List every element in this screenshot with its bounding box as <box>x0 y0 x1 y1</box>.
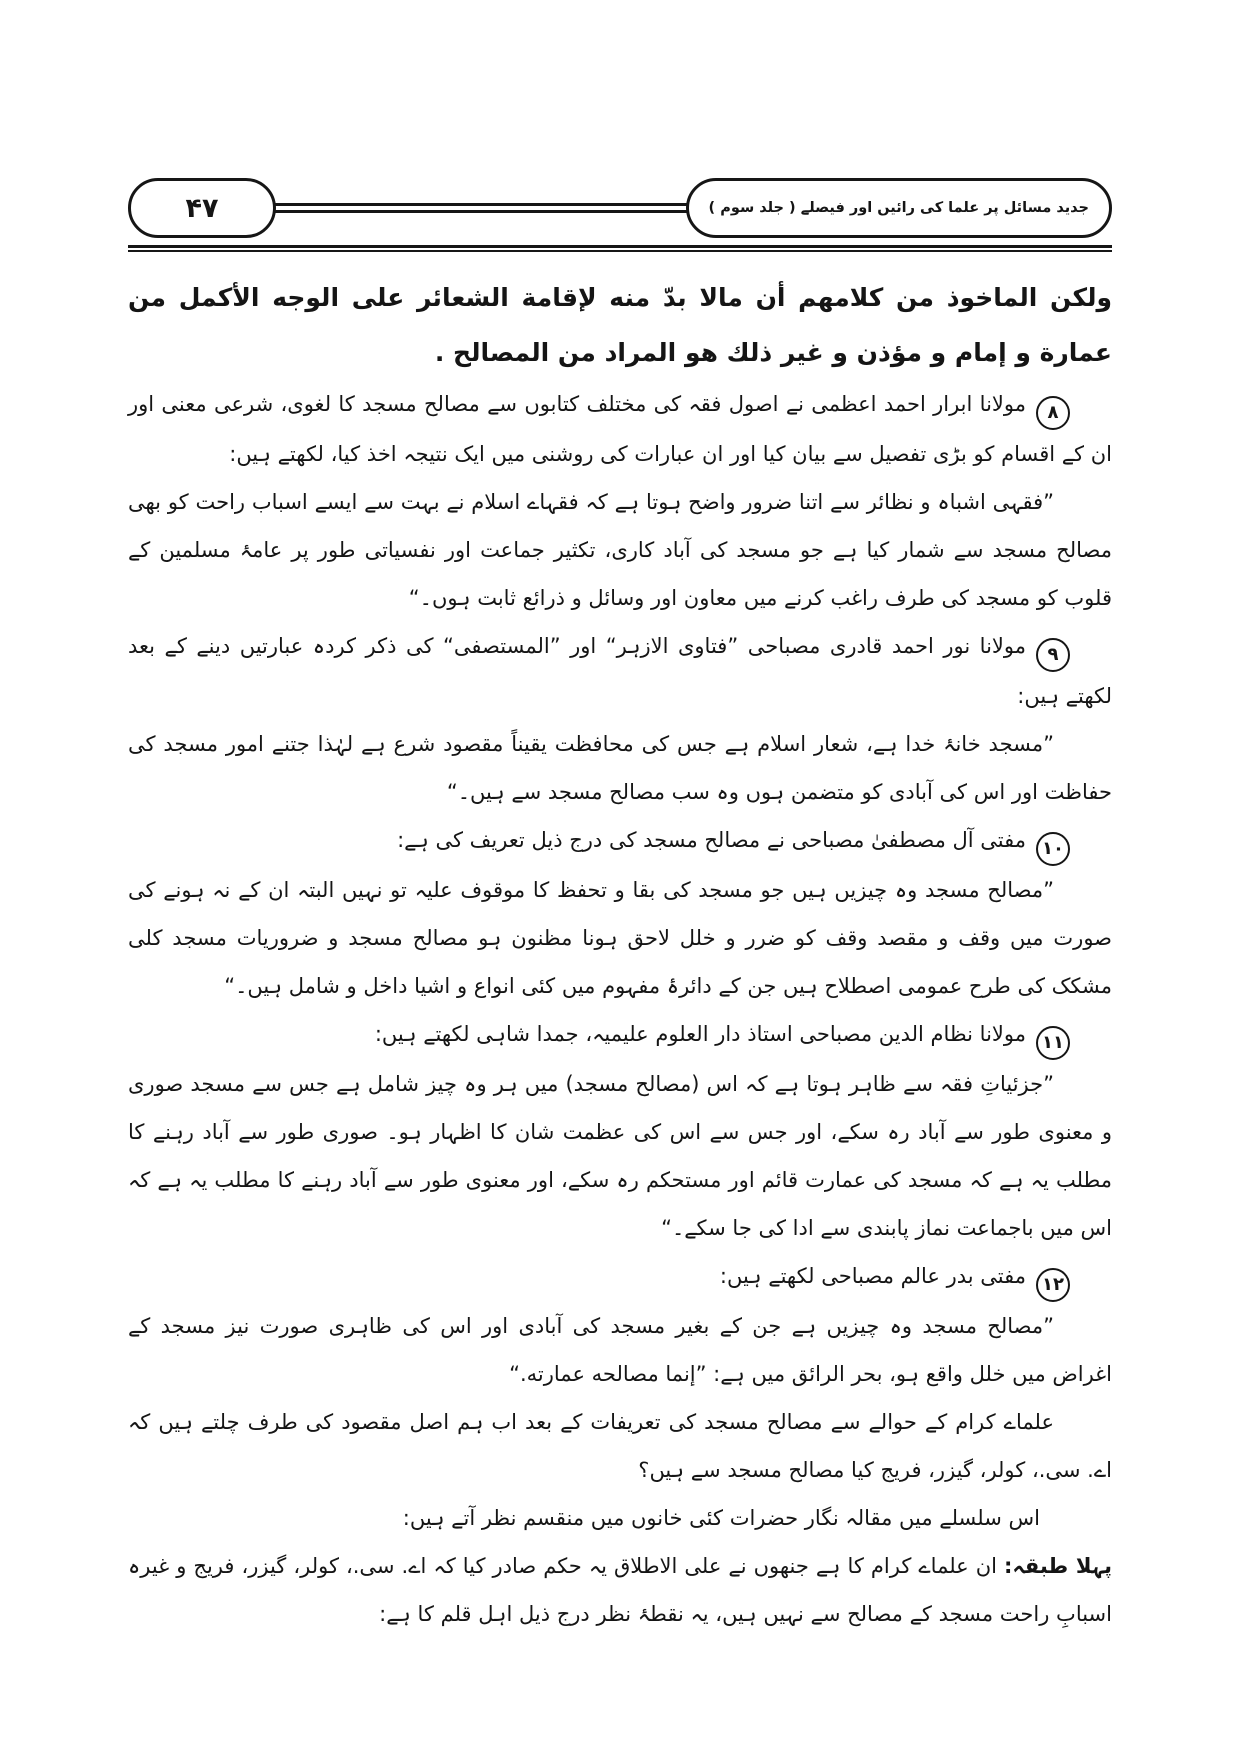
item-text: مفتی آل مصطفیٰ مصباحی نے مصالح مسجد کی درج ذیل تعریف کی ہے: <box>397 828 1026 852</box>
page-number: ۴۷ <box>185 192 219 224</box>
item-number-badge: ۱۱ <box>1036 1026 1070 1060</box>
quote-paragraph: ”مصالح مسجد وہ چیزیں ہیں جو مسجد کی بقا و تحفظ کا موقوف علیہ تو نہیں البتہ ان کے نہ ہونے کی صورت میں وقف و مقصد وقف کو ضرر و خلل لاحق ہونا مظنون ہو مصالح مسجد و ضروریات مسجد کلی مشکک کی طرح عمومی اصطلاح ہیں جن کے دائرۂ مفہوم میں کئی انواع و اشیا داخل و شامل ہیں۔“ <box>128 878 1112 998</box>
quote-paragraph: ”مسجد خانۂ خدا ہے، شعار اسلام ہے جس کی محافظت یقیناً مقصود شرع ہے لہٰذا جتنے امور مسجد کی حفاظت اور اس کی آبادی کو متضمن ہوں وہ سب مصالح مسجد سے ہیں۔“ <box>128 732 1112 804</box>
item-text: مولانا نظام الدین مصباحی استاذ دار العلوم علیمیہ، جمدا شاہی لکھتے ہیں: <box>374 1022 1026 1046</box>
group-heading: پہلا طبقہ: <box>1004 1554 1112 1578</box>
numbered-item-11 <box>128 1010 1112 1060</box>
quote-paragraph: ”مصالح مسجد وہ چیزیں ہے جن کے بغیر مسجد کی آبادی اور اس کی ظاہری صورت نیز مسجد کے اغراض میں خلل واقع ہو، بحر الرائق میں ہے: ”إنما مصالحه عمارته.“ <box>128 1314 1112 1386</box>
book-title: جدید مسائل پر علما کی رائیں اور فیصلے ( جلد سوم ) <box>708 200 1089 216</box>
body-paragraph: اس سلسلے میں مقالہ نگار حضرات کئی خانوں میں منقسم نظر آتے ہیں: <box>402 1506 1040 1530</box>
numbered-item-8 <box>128 380 1112 478</box>
first-group-paragraph <box>128 1542 1112 1638</box>
header-rule <box>268 203 694 213</box>
numbered-item-10 <box>128 816 1112 866</box>
item-number-badge: ۸ <box>1036 396 1070 430</box>
item-number-badge: ۱۲ <box>1036 1268 1070 1302</box>
quote-paragraph: ”فقہی اشباہ و نظائر سے اتنا ضرور واضح ہوتا ہے کہ فقہاے اسلام نے بہت سے ایسے اسباب راحت کو بھی مصالح مسجد سے شمار کیا ہے جو مسجد کی آباد کاری، تکثیر جماعت اور نفسیاتی طور پر عامۂ مسلمین کے قلوب کو مسجد کی طرف راغب کرنے میں معاون اور وسائل و ذرائع ثابت ہوں۔“ <box>128 490 1112 610</box>
group-text: ان علماے کرام کا ہے جنھوں نے علی الاطلاق یہ حکم صادر کیا کہ اے. سی.، کولر، گیزر، فریج و غیرہ اسبابِ راحت مسجد کے مصالح سے نہیں ہیں، یہ نقطۂ نظر درج ذیل اہل قلم کا ہے: <box>128 1554 1112 1626</box>
page-number-badge <box>128 178 276 238</box>
item-number-badge: ۹ <box>1036 638 1070 672</box>
quote-paragraph: ”جزئیاتِ فقہ سے ظاہر ہوتا ہے کہ اس (مصالح مسجد) میں ہر وہ چیز شامل ہے جس سے مسجد صوری و معنوی طور سے آباد رہ سکے، اور جس سے اس کی عظمت شان کا اظہار ہو۔ صوری طور سے آباد رہنے کا مطلب یہ ہے کہ مسجد کی عمارت قائم اور مستحکم رہ سکے، اور معنوی طور سے آباد رہنے کا مطلب یہ ہے کہ اس میں باجماعت نماز پابندی سے ادا کی جا سکے۔“ <box>128 1072 1112 1240</box>
header-title-cartouche <box>686 178 1112 238</box>
item-text: مولانا نور احمد قادری مصباحی ”فتاوی الازہر“ اور ”المستصفی“ کی ذکر کردہ عبارتیں دینے کے بعد لکھتے ہیں: <box>128 634 1112 708</box>
arabic-passage: ولكن الماخوذ من كلامهم أن مالا بدّ منه لإقامة الشعائر على الوجه الأكمل من عمارة و إمام و مؤذن و غير ذلك هو المراد من المصالح . <box>128 283 1112 367</box>
body-paragraph: علماے کرام کے حوالے سے مصالح مسجد کی تعریفات کے بعد اب ہم اصل مقصود کی طرف چلتے ہیں کہ اے. سی.، کولر، گیزر، فریج کیا مصالح مسجد سے ہیں؟ <box>128 1410 1112 1482</box>
header-underline-rule <box>128 245 1112 252</box>
page-body <box>128 270 1112 1638</box>
numbered-item-12 <box>128 1252 1112 1302</box>
page-header <box>128 176 1112 240</box>
numbered-item-9 <box>128 622 1112 720</box>
item-text: مولانا ابرار احمد اعظمی نے اصول فقہ کی مختلف کتابوں سے مصالح مسجد کا لغوی، شرعی معنی اور ان کے اقسام کو بڑی تفصیل سے بیان کیا اور ان عبارات کی روشنی میں ایک نتیجہ اخذ کیا، لکھتے ہیں: <box>128 392 1112 466</box>
item-number-badge: ۱۰ <box>1036 832 1070 866</box>
item-text: مفتی بدر عالم مصباحی لکھتے ہیں: <box>719 1264 1026 1288</box>
